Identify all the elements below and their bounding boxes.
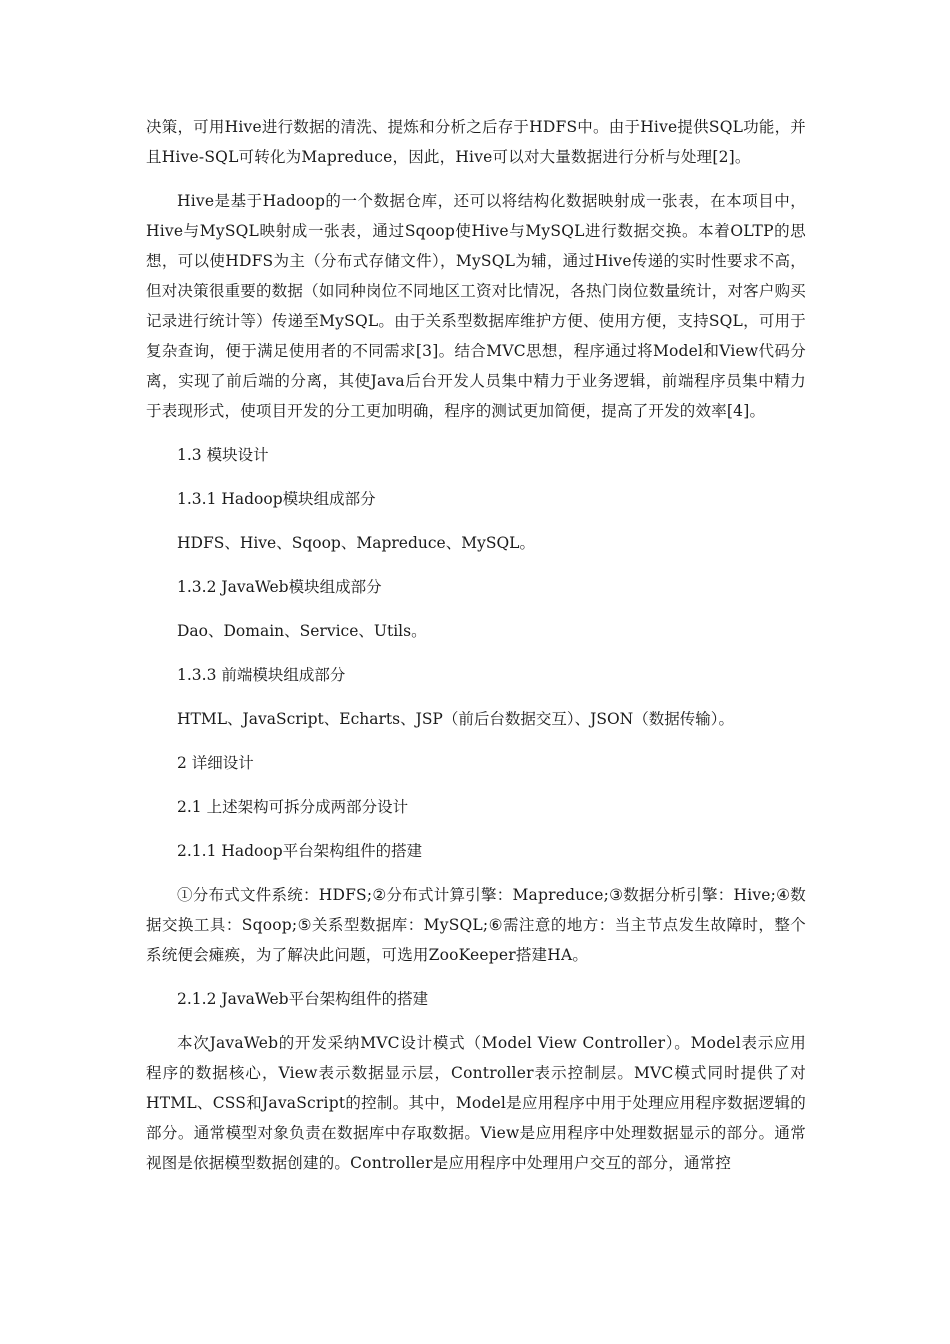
heading-2-1-2: 2.1.2 JavaWeb平台架构组件的搭建 — [177, 990, 429, 1008]
paragraph-hadoop-components: ①分布式文件系统：HDFS;②分布式计算引擎：Mapreduce;③数据分析引擎：Hive;④数据交换工具：Sqoop;⑤关系型数据库：MySQL;⑥需注意的地方：当主节点发生故障时，整个系统便会瘫痪，为了解决此问题，可选用ZooKeeper搭建HA。 — [146, 886, 806, 964]
heading-1-3-3: 1.3.3 前端模块组成部分 — [177, 666, 346, 684]
list-javaweb-modules: Dao、Domain、Service、Utils。 — [177, 622, 427, 640]
paragraph-javaweb-mvc: 本次JavaWeb的开发采纳MVC设计模式（Model View Controller）。Model表示应用程序的数据核心，View表示数据显示层，Controller表示控制层。MVC模式同时提供了对HTML、CSS和JavaScript的控制。其中，Model是应用程序中用于处理应用程序数据逻辑的部分。通常模型对象负责在数据库中存取数据。View是应用程序中处理数据显示的部分。通常视图是依据模型数据创建的。Controller是应用程序中处理用户交互的部分，通常控 — [146, 1034, 806, 1172]
list-hadoop-modules: HDFS、Hive、Sqoop、Mapreduce、MySQL。 — [177, 534, 535, 552]
heading-2-1: 2.1 上述架构可拆分成两部分设计 — [177, 798, 409, 816]
paragraph-hive-intro-continued: 决策，可用Hive进行数据的清洗、提炼和分析之后存于HDFS中。由于Hive提供SQL功能，并且Hive-SQL可转化为Mapreduce，因此，Hive可以对大量数据进行分析与处理[2]。 — [146, 118, 806, 166]
heading-1-3-2: 1.3.2 JavaWeb模块组成部分 — [177, 578, 382, 596]
heading-2: 2 详细设计 — [177, 754, 254, 772]
heading-1-3: 1.3 模块设计 — [177, 446, 269, 464]
paragraph-hive-data-warehouse: Hive是基于Hadoop的一个数据仓库，还可以将结构化数据映射成一张表，在本项目中，Hive与MySQL映射成一张表，通过Sqoop使Hive与MySQL进行数据交换。本着OLTP的思想，可以使HDFS为主（分布式存储文件），MySQL为辅，通过Hive传递的实时性要求不高，但对决策很重要的数据（如同种岗位不同地区工资对比情况，各热门岗位数量统计，对客户购买记录进行统计等）传递至MySQL。由于关系型数据库维护方便、使用方便，支持SQL，可用于复杂查询，便于满足使用者的不同需求[3]。结合MVC思想，程序通过将Model和View代码分离，实现了前后端的分离，其使Java后台开发人员集中精力于业务逻辑，前端程序员集中精力于表现形式，使项目开发的分工更加明确，程序的测试更加简便，提高了开发的效率[4]。 — [146, 192, 806, 420]
list-frontend-modules: HTML、JavaScript、Echarts、JSP（前后台数据交互）、JSON（数据传输）。 — [177, 710, 734, 728]
heading-1-3-1: 1.3.1 Hadoop模块组成部分 — [177, 490, 376, 508]
document-page — [146, 112, 806, 1178]
heading-2-1-1: 2.1.1 Hadoop平台架构组件的搭建 — [177, 842, 423, 860]
